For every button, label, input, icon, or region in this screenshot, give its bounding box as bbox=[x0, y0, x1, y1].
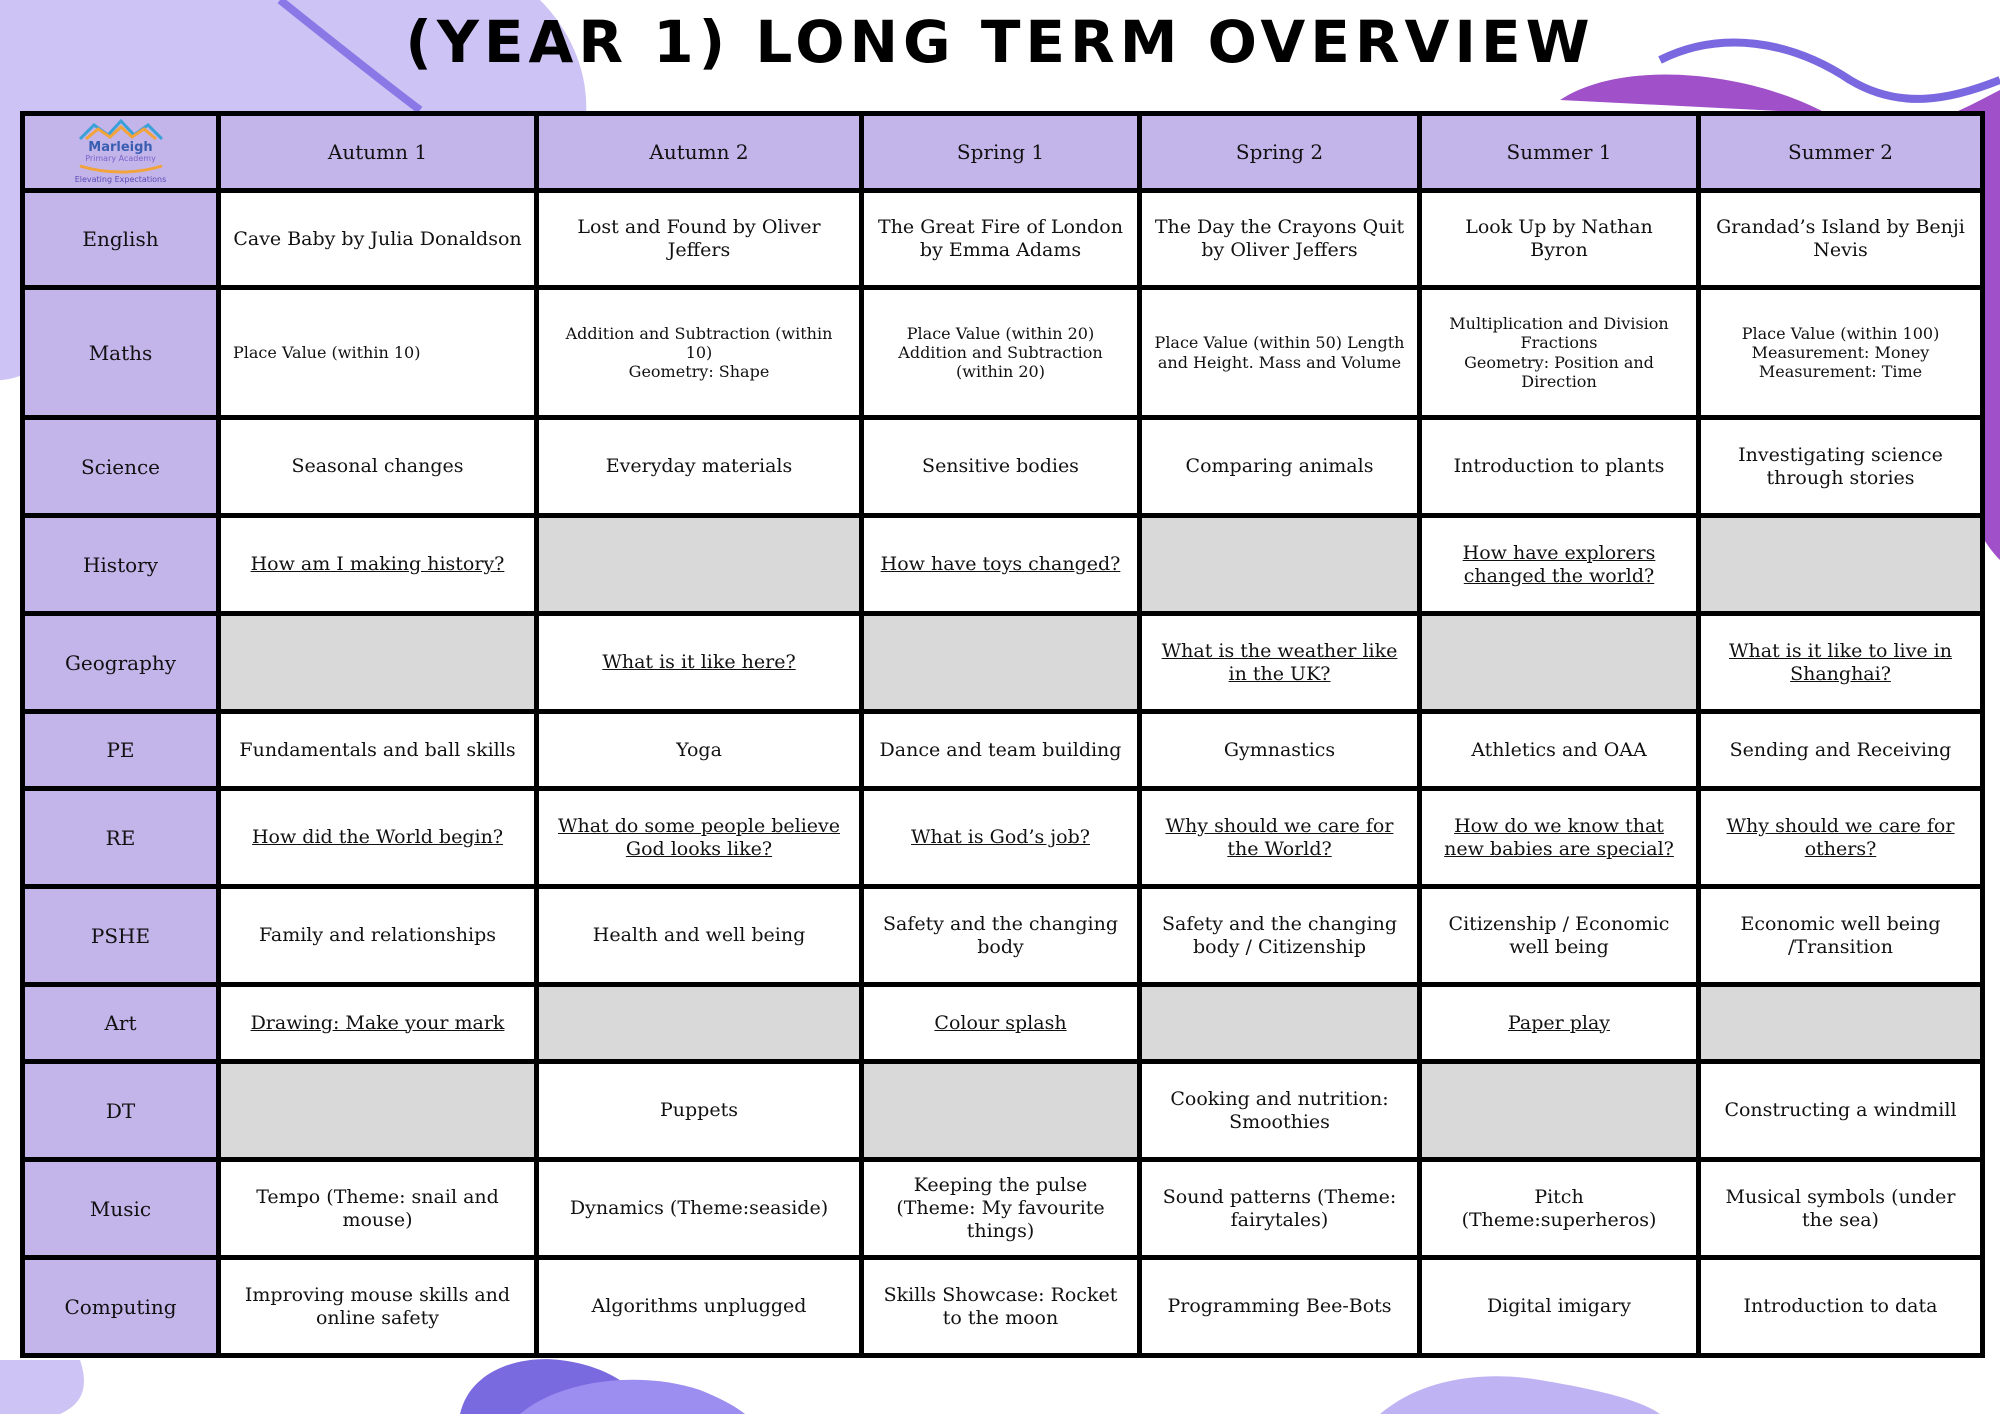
empty-cell bbox=[537, 985, 862, 1062]
table-cell: Family and relationships bbox=[219, 887, 537, 985]
table-cell: Skills Showcase: Rocket to the moon bbox=[862, 1258, 1140, 1356]
empty-cell bbox=[219, 1062, 537, 1160]
table-cell: Digital imigary bbox=[1420, 1258, 1699, 1356]
table-cell: Algorithms unplugged bbox=[537, 1258, 862, 1356]
table-cell bbox=[219, 789, 537, 887]
table-cell: Puppets bbox=[537, 1062, 862, 1160]
table-cell bbox=[862, 985, 1140, 1062]
table-cell: Investigating science through stories bbox=[1699, 418, 1983, 516]
empty-cell bbox=[1420, 1062, 1699, 1160]
table-row bbox=[23, 1160, 1983, 1258]
table-row bbox=[23, 1258, 1983, 1356]
empty-cell bbox=[1699, 985, 1983, 1062]
unit-link[interactable]: What is it like here? bbox=[602, 651, 796, 674]
table-cell: Place Value (within 10) bbox=[219, 288, 537, 418]
table-cell bbox=[1140, 789, 1420, 887]
overview-table bbox=[20, 111, 1985, 1358]
table-cell: Yoga bbox=[537, 712, 862, 789]
empty-cell bbox=[862, 1062, 1140, 1160]
empty-cell bbox=[1140, 516, 1420, 614]
table-row bbox=[23, 789, 1983, 887]
table-cell: Look Up by Nathan Byron bbox=[1420, 191, 1699, 288]
table-row bbox=[23, 288, 1983, 418]
table-cell: Dynamics (Theme:seaside) bbox=[537, 1160, 862, 1258]
table-row bbox=[23, 1062, 1983, 1160]
table-cell: Constructing a windmill bbox=[1699, 1062, 1983, 1160]
table-cell: Dance and team building bbox=[862, 712, 1140, 789]
table-cell: Fundamentals and ball skills bbox=[219, 712, 537, 789]
table-cell bbox=[1699, 614, 1983, 712]
subject-label: Music bbox=[23, 1160, 219, 1258]
term-header-summer-1: Summer 1 bbox=[1420, 114, 1699, 191]
table-cell: Lost and Found by Oliver Jeffers bbox=[537, 191, 862, 288]
table-cell bbox=[1420, 985, 1699, 1062]
term-header-autumn-2: Autumn 2 bbox=[537, 114, 862, 191]
subject-label: Science bbox=[23, 418, 219, 516]
table-cell bbox=[1420, 789, 1699, 887]
subject-label: PE bbox=[23, 712, 219, 789]
table-cell bbox=[1420, 516, 1699, 614]
empty-cell bbox=[1140, 985, 1420, 1062]
unit-link[interactable]: Paper play bbox=[1507, 1011, 1611, 1034]
header-row bbox=[23, 114, 1983, 191]
empty-cell bbox=[1699, 516, 1983, 614]
logo-cell bbox=[23, 114, 219, 191]
table-cell: Pitch (Theme:superheros) bbox=[1420, 1160, 1699, 1258]
subject-label: Computing bbox=[23, 1258, 219, 1356]
table-cell: Economic well being /Transition bbox=[1699, 887, 1983, 985]
unit-link[interactable]: What is God’s job? bbox=[911, 826, 1090, 849]
table-cell bbox=[862, 516, 1140, 614]
subject-label: Maths bbox=[23, 288, 219, 418]
table-row bbox=[23, 418, 1983, 516]
unit-link[interactable]: How have explorers changed the world? bbox=[1462, 541, 1656, 587]
table-cell: Sending and Receiving bbox=[1699, 712, 1983, 789]
empty-cell bbox=[862, 614, 1140, 712]
empty-cell bbox=[537, 516, 862, 614]
bg-blob-bottom-right bbox=[1380, 1376, 1660, 1414]
table-row bbox=[23, 887, 1983, 985]
table-cell: Sensitive bodies bbox=[862, 418, 1140, 516]
table-cell: Cave Baby by Julia Donaldson bbox=[219, 191, 537, 288]
table-cell bbox=[1699, 789, 1983, 887]
table-cell: Seasonal changes bbox=[219, 418, 537, 516]
table-row bbox=[23, 191, 1983, 288]
table-cell bbox=[1140, 614, 1420, 712]
logo-subtitle: Primary Academy bbox=[85, 154, 156, 164]
table-cell: Comparing animals bbox=[1140, 418, 1420, 516]
subject-label: English bbox=[23, 191, 219, 288]
unit-link[interactable]: How did the World begin? bbox=[251, 826, 504, 849]
table-cell: Introduction to data bbox=[1699, 1258, 1983, 1356]
table-cell: Place Value (within 50) Length and Height. Mass and Volume bbox=[1140, 288, 1420, 418]
table-cell: Place Value (within 100) Measurement: Money Measurement: Time bbox=[1699, 288, 1983, 418]
logo-swoosh-icon bbox=[76, 164, 166, 174]
page-title: (YEAR 1) LONG TERM OVERVIEW bbox=[405, 8, 1595, 76]
table-cell bbox=[537, 789, 862, 887]
table-cell: Grandad’s Island by Benji Nevis bbox=[1699, 191, 1983, 288]
table-cell: Addition and Subtraction (within 10) Geometry: Shape bbox=[537, 288, 862, 418]
logo-tagline: Elevating Expectations bbox=[74, 175, 167, 185]
table-cell: Multiplication and Division Fractions Geometry: Position and Direction bbox=[1420, 288, 1699, 418]
table-cell: The Day the Crayons Quit by Oliver Jeffers bbox=[1140, 191, 1420, 288]
table-cell: Gymnastics bbox=[1140, 712, 1420, 789]
subject-label: Art bbox=[23, 985, 219, 1062]
subject-label: Geography bbox=[23, 614, 219, 712]
unit-link[interactable]: Why should we care for the World? bbox=[1165, 814, 1394, 860]
logo-name: Marleigh bbox=[88, 140, 153, 156]
table-cell: Programming Bee-Bots bbox=[1140, 1258, 1420, 1356]
table-cell: Musical symbols (under the sea) bbox=[1699, 1160, 1983, 1258]
term-header-summer-2: Summer 2 bbox=[1699, 114, 1983, 191]
unit-link[interactable]: What is the weather like in the UK? bbox=[1161, 639, 1398, 685]
table-cell: The Great Fire of London by Emma Adams bbox=[862, 191, 1140, 288]
table-cell bbox=[219, 985, 537, 1062]
table-cell: Health and well being bbox=[537, 887, 862, 985]
subject-label: PSHE bbox=[23, 887, 219, 985]
table-cell: Tempo (Theme: snail and mouse) bbox=[219, 1160, 537, 1258]
term-header-spring-2: Spring 2 bbox=[1140, 114, 1420, 191]
subject-label: DT bbox=[23, 1062, 219, 1160]
table-cell: Improving mouse skills and online safety bbox=[219, 1258, 537, 1356]
table-row bbox=[23, 516, 1983, 614]
table-cell: Cooking and nutrition: Smoothies bbox=[1140, 1062, 1420, 1160]
unit-link[interactable]: Colour splash bbox=[934, 1011, 1067, 1034]
table-row bbox=[23, 614, 1983, 712]
table-cell: Athletics and OAA bbox=[1420, 712, 1699, 789]
term-header-spring-1: Spring 1 bbox=[862, 114, 1140, 191]
unit-link[interactable]: How do we know that new babies are special? bbox=[1444, 814, 1674, 860]
subject-label: History bbox=[23, 516, 219, 614]
empty-cell bbox=[1420, 614, 1699, 712]
bg-blob-bottom-far-left bbox=[0, 1360, 84, 1414]
unit-link[interactable]: How have toys changed? bbox=[880, 553, 1121, 576]
empty-cell bbox=[219, 614, 537, 712]
unit-link[interactable]: How am I making history? bbox=[250, 553, 505, 576]
table-cell: Safety and the changing body bbox=[862, 887, 1140, 985]
table-cell: Place Value (within 20) Addition and Subtraction (within 20) bbox=[862, 288, 1140, 418]
table-cell: Introduction to plants bbox=[1420, 418, 1699, 516]
unit-link[interactable]: Why should we care for others? bbox=[1726, 814, 1955, 860]
term-header-autumn-1: Autumn 1 bbox=[219, 114, 537, 191]
table-row bbox=[23, 985, 1983, 1062]
table-cell: Everyday materials bbox=[537, 418, 862, 516]
table-cell bbox=[219, 516, 537, 614]
unit-link[interactable]: Drawing: Make your mark bbox=[250, 1011, 505, 1034]
logo-crown-icon bbox=[76, 119, 166, 141]
table-row bbox=[23, 712, 1983, 789]
table-cell: Safety and the changing body / Citizenship bbox=[1140, 887, 1420, 985]
table-cell: Citizenship / Economic well being bbox=[1420, 887, 1699, 985]
school-logo bbox=[37, 119, 204, 185]
table-cell bbox=[537, 614, 862, 712]
table-cell bbox=[862, 789, 1140, 887]
unit-link[interactable]: What do some people believe God looks like? bbox=[557, 814, 841, 860]
table-cell: Keeping the pulse (Theme: My favourite things) bbox=[862, 1160, 1140, 1258]
subject-label: RE bbox=[23, 789, 219, 887]
table-cell: Sound patterns (Theme: fairytales) bbox=[1140, 1160, 1420, 1258]
unit-link[interactable]: What is it like to live in Shanghai? bbox=[1729, 639, 1952, 685]
